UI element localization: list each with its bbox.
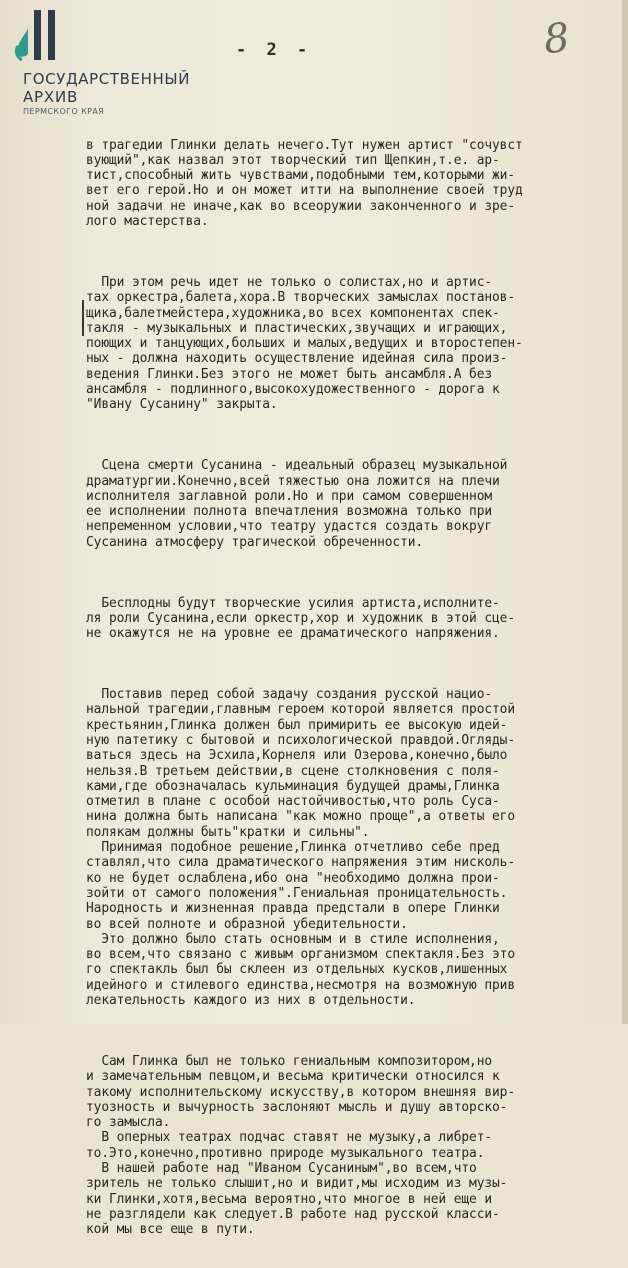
paragraph: Поставив перед собой задачу создания русской нацио- нальной трагедии,главным героем которой является простой крестьянин,Глинка должен был примирить ее высокую идей- ную патетику с бытовой и психологической правдой.Огляды- ваться здесь на Эсхила,Корнеля или Озерова,конечно,было нельзя.В третьем действии,в сцене столкновения с поля- ками,где обозначалась кульминация будущей драмы,Глинка отметил в плане с особой настойчивостью,что роль Суса- нина должна быть написана "как можно проще",а ответы его полякам должны быть"кратки и сильны". Принимая подобное решение,Глинка отчетливо себе пред ставлял,что сила драматического напряжения этим нисколь- ко не будет ослаблена,ибо она "необходимо должна прои- зойти от самого положения".Гениальная проницательность. Народность и жизненная правда предстали в опере Глинки во всей полноте и образной убедительности. Это должно было стать основным и в стиле исполнения, во всем,что связано с живым организмом спектакля.Без это го спектакль был бы склеен из отдельных кусков,лишенных идейного и стилевого единства,несмотря на возможную прив лекательность каждого из них в отдельности. <box>86 687 516 1009</box>
archive-region: ПЕРМСКОГО КРАЯ <box>23 107 105 116</box>
archive-logo-icon <box>12 8 72 66</box>
page-edge <box>622 0 628 1024</box>
handwritten-page-number: 8 <box>541 14 572 64</box>
paragraph: Сам Глинка был не только гениальным композитором,но и замечательным певцом,и весьма критически относился к такому исполнительскому искусству,в котором внешняя вир- туозность и вычурность заслоняют мысль и душу авторско- го замысла. В оперных театрах подчас ставят не музыку,а либрет- то.Это,конечно,противно природе музыкального театра. В нашей работе над "Иваном Сусаниным",во всем,что зритель не только слышит,но и видит,мы исходим из музы- ки Глинки,хотя,весьма вероятно,что многое в ней еще и не разглядели как следует.В работе над русской класси- кой мы все еще в пути. <box>86 1053 516 1238</box>
paragraph: Бесплодны будут творческие усилия артиста,исполните- ля роли Сусанина,если оркестр,хор и художник в этой сце- не окажутся не на уровне ее драматического напряжения. <box>86 595 516 642</box>
archive-name-line2: АРХИВ <box>23 88 79 106</box>
archive-logo <box>10 8 200 118</box>
typewritten-text <box>86 107 622 1268</box>
page-number: - 2 - <box>236 40 313 60</box>
margin-mark <box>82 300 84 336</box>
paragraph: в трагедии Глинки делать нечего.Тут нужен артист "сочувст вующий",как назвал этот творческий тип Щепкин,т.е. ар- тист,способный жить чувствами,подобными тем,которыми жи- вет его герой.Но и он может итти на выполнение своей труд ной задачи не иначе,как во всеоружии законченного и зре- лого мастерства. <box>86 137 523 230</box>
paragraph: Сцена смерти Сусанина - идеальный образец музыкальной драматургии.Конечно,всей тяжестью она ложится на плечи исполнителя заглавной роли.Но и при самом совершенном ее исполнении полнота впечатления возможна только при непременном условии,что театру удастся создать вокруг Сусанина атмосферу трагической обреченности. <box>86 458 508 550</box>
paragraph: При этом речь идет не только о солистах,но и артис- тах оркестра,балета,хора.В творческих замыслах постанов- щика,балетмейстера,художника,во всех компонентах спек- такля - музыкальных и пластических,звучащих и играющих, поющих и танцующих,больших и малых,ведущих и второстепен- ных - должна находить осуществление идейная сила произ- ведения Глинки.Без этого не может быть ансамбля.А без ансамбля - подлинного,высокохудожественного - дорога к "Ивану Сусанину" закрыта. <box>86 274 523 413</box>
archive-name-line1: ГОСУДАРСТВЕННЫЙ <box>23 70 191 88</box>
